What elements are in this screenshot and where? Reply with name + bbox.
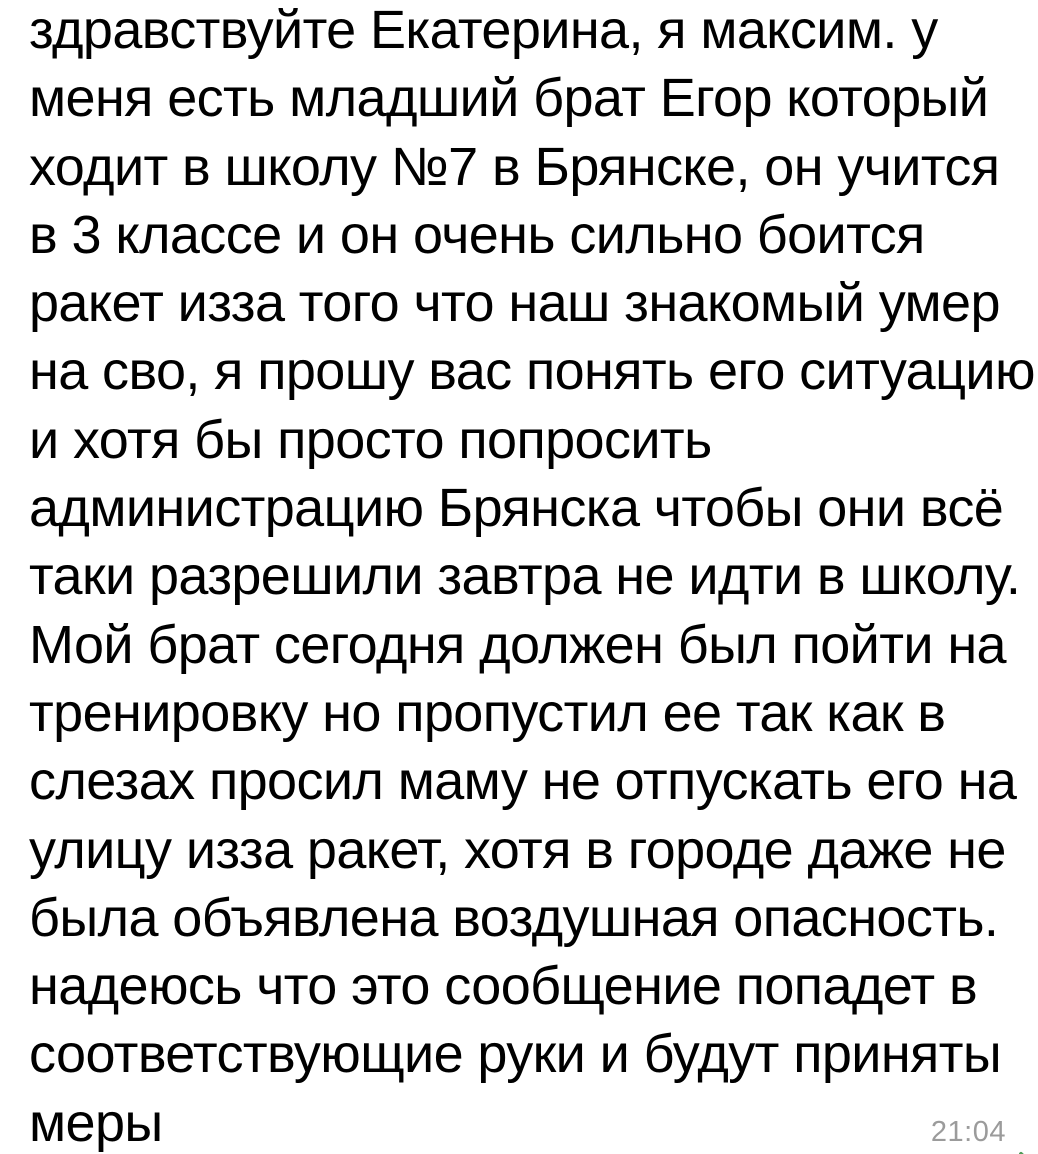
message-line: меры bbox=[29, 1092, 163, 1153]
message-line: администрацию Брянска чтобы они всё bbox=[29, 478, 1004, 539]
message-line: ходит в школу №7 в Брянске, он учится bbox=[29, 136, 1000, 197]
message-text bbox=[29, 0, 1035, 1154]
message-line: улицу изза ракет, хотя в городе даже не bbox=[29, 819, 1006, 880]
message-line: здравствуйте Екатерина, я максим. у bbox=[29, 0, 938, 60]
message-line: была объявлена воздушная опасность. bbox=[29, 887, 999, 948]
read-status-check-icon bbox=[1019, 1141, 1038, 1154]
message-line: соответствующие руки и будут приняты bbox=[29, 1024, 1002, 1085]
message-line: меня есть младший брат Егор который bbox=[29, 68, 989, 129]
message-line: на сво, я прошу вас понять его ситуацию bbox=[29, 341, 1035, 402]
message-line: Мой брат сегодня должен был пойти на bbox=[29, 614, 1006, 675]
message-line: и хотя бы просто попросить bbox=[29, 409, 712, 470]
message-line: надеюсь что это сообщение попадет в bbox=[29, 956, 978, 1017]
message-line: таки разрешили завтра не идти в школу. bbox=[29, 546, 1021, 607]
message-line: слезах просил маму не отпускать его на bbox=[29, 751, 1017, 812]
message-timestamp: 21:04 bbox=[930, 1116, 1006, 1148]
message-line: тренировку но пропустил ее так как в bbox=[29, 682, 946, 743]
message-line: ракет изза того что наш знакомый умер bbox=[29, 273, 1000, 334]
message-line: в 3 классе и он очень сильно боится bbox=[29, 204, 925, 265]
